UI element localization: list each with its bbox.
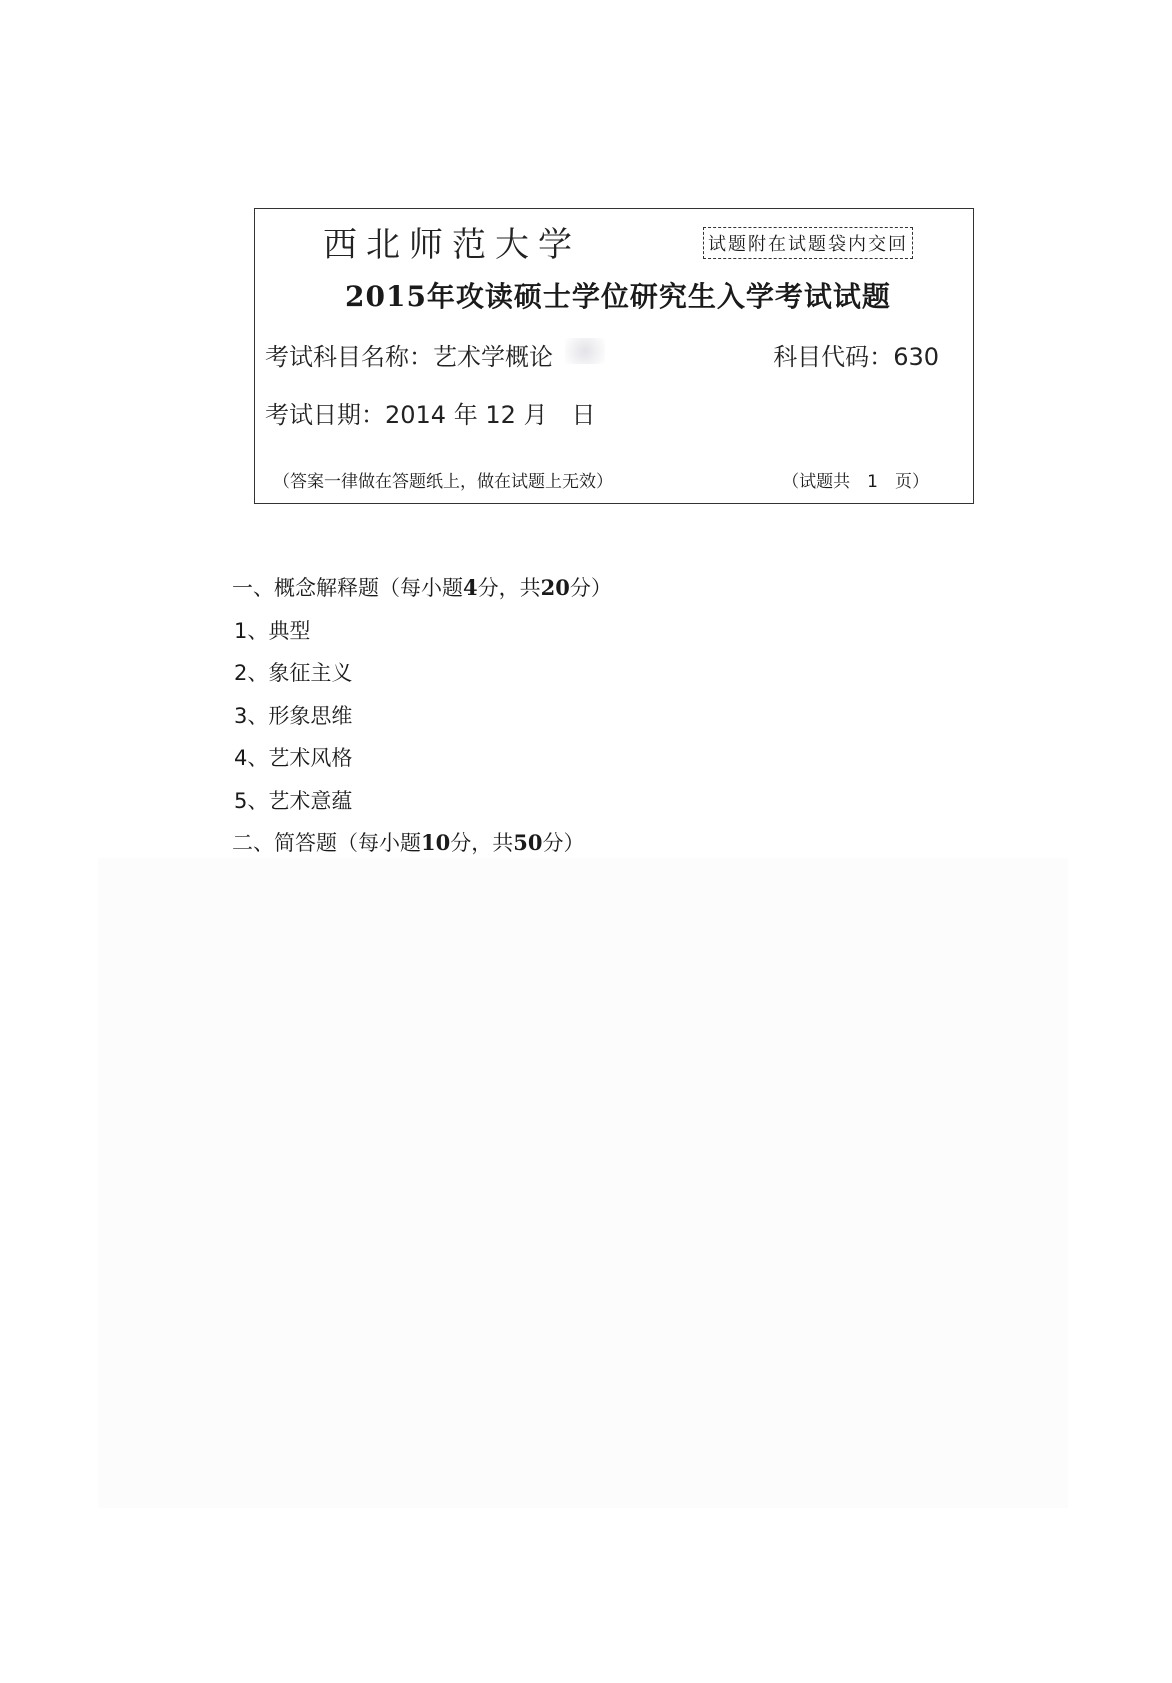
section-2-points-total: 50 bbox=[513, 830, 543, 855]
submission-stamp: 试题附在试题袋内交回 bbox=[703, 227, 913, 259]
section-1-suffix: 分） bbox=[569, 576, 612, 600]
code-label: 科目代码： bbox=[773, 343, 894, 371]
section-2-suffix: 分） bbox=[542, 831, 585, 855]
section-2-prefix: 二、简答题（每小题 bbox=[232, 831, 421, 855]
university-name: 西北师范大学 bbox=[323, 225, 581, 265]
section-2-points-each: 10 bbox=[421, 830, 451, 855]
exam-header-box bbox=[254, 208, 974, 504]
subject-label: 考试科目名称： bbox=[265, 343, 433, 371]
faded-content-area bbox=[98, 858, 1068, 1508]
section-1-points-each: 4 bbox=[463, 575, 478, 600]
question-item: 1、典型 bbox=[234, 619, 311, 643]
exam-title: 2015年攻读硕士学位研究生入学考试试题 bbox=[345, 280, 891, 313]
subject-code-line bbox=[773, 337, 939, 372]
scan-smudge bbox=[565, 338, 605, 364]
answer-notice: （答案一律做在答题纸上，做在试题上无效） bbox=[273, 472, 613, 492]
question-item: 3、形象思维 bbox=[234, 704, 353, 728]
question-item: 4、艺术风格 bbox=[234, 746, 353, 770]
section-1-points-total: 20 bbox=[540, 575, 570, 600]
code-value: 630 bbox=[893, 343, 939, 371]
subject-name: 艺术学概论 bbox=[433, 343, 553, 371]
section-1-title bbox=[232, 572, 612, 602]
page-count: （试题共 1 页） bbox=[782, 472, 929, 492]
question-item: 2、象征主义 bbox=[234, 661, 353, 685]
section-1-mid: 分，共 bbox=[477, 576, 541, 600]
question-item: 5、艺术意蕴 bbox=[234, 789, 353, 813]
subject-line bbox=[265, 337, 553, 372]
section-1-prefix: 一、概念解释题（每小题 bbox=[232, 576, 463, 600]
section-2-title bbox=[232, 827, 584, 857]
exam-date: 考试日期：2014 年 12 月 日 bbox=[265, 401, 596, 429]
section-2-mid: 分，共 bbox=[450, 831, 514, 855]
